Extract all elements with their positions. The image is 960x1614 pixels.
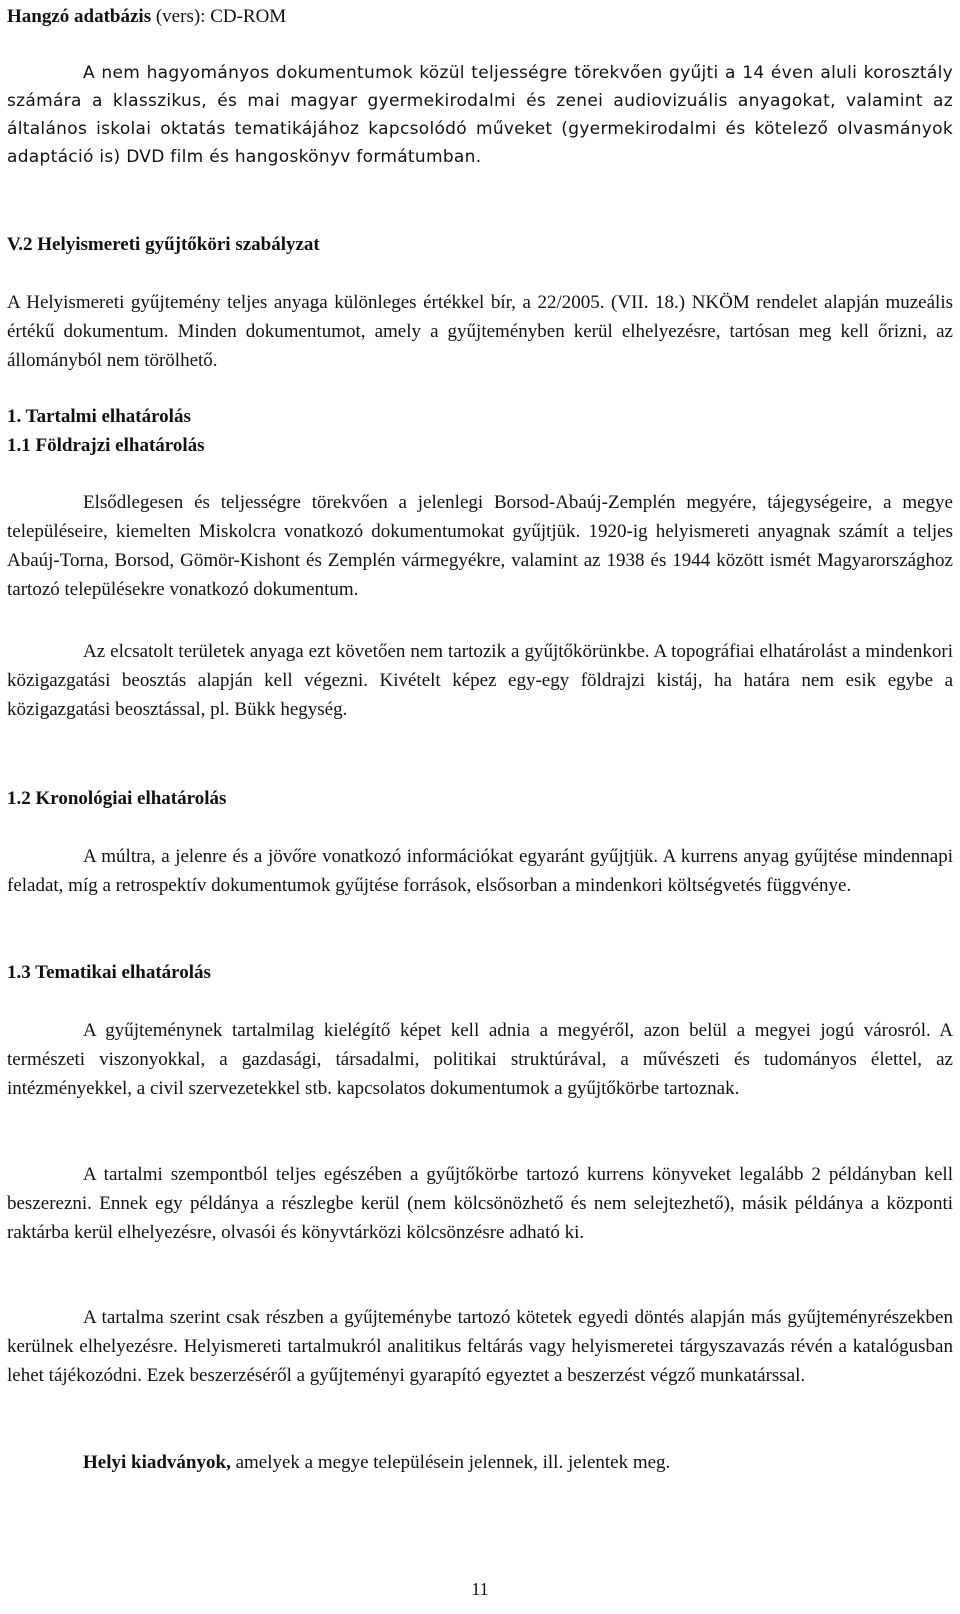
- paragraph-tartalmi-szempontbol: A tartalmi szempontból teljes egészében a gyűjtőkörbe tartozó kurrens könyveket legalább 2 példányban kell beszerezni. Ennek egy példánya a részlegbe kerül (nem kölcsönözhető és nem selejtezhető), másik példánya a központi raktárba kerül elhelyezésre, olvasói és könyvtárközi kölcsönzésre adható ki.: [7, 1164, 953, 1243]
- page-number: 11: [471, 1579, 489, 1599]
- paragraph-multra-jelenre: A múltra, a jelenre és a jövőre vonatkozó információkat egyaránt gyűjtjük. A kurrens anyag gyűjtése mindennapi feladat, míg a retrospektív dokumentumok gyűjtése források, elsősorban a mindenkori költségvetés függvénye.: [7, 846, 953, 896]
- paragraph-elsodlegesen: Elsődlegesen és teljességre törekvően a jelenlegi Borsod-Abaúj-Zemplén megyére, tájegységeire, a megye településeire, kiemelten Miskolcra vonatkozó dokumentumokat gyűjtjük. 1920-ig helyismereti anyagnak számít a teljes Abaúj-Torna, Borsod, Gömör-Kishont és Zemplén vármegyékre, valamint az 1938 és 1944 között ismét Magyarországhoz tartozó településekre vonatkozó dokumentum.: [7, 492, 953, 600]
- helyi-kiadvanyok-bold: Helyi kiadványok,: [83, 1452, 231, 1473]
- heading-kronologiai-elhatarolas: 1.2 Kronológiai elhatárolás: [7, 788, 227, 809]
- heading-hangzo: [7, 2, 953, 31]
- heading-foldrajzi-elhatarolas: 1.1 Földrajzi elhatárolás: [7, 435, 205, 456]
- paragraph-tartalma-szerint: A tartalma szerint csak részben a gyűjteménybe tartozó kötetek egyedi döntés alapján más gyűjteményrészekben kerülnek elhelyezésre. Helyismereti tartalmukról analitikus feltárás vagy helyismeretei tárgyszavazás révén a katalógusban lehet tájékozódni. Ezek beszerzéséről a gyűjteményi gyarapító egyeztet a beszerzést végző munkatárssal.: [7, 1307, 953, 1386]
- heading-hangzo-bold: Hangzó adatbázis: [7, 6, 152, 27]
- heading-tartalmi-elhatarolas: 1. Tartalmi elhatárolás: [7, 406, 191, 427]
- heading-hangzo-rest: (vers): CD-ROM: [151, 6, 287, 27]
- paragraph-helyi-kiadvanyok: [7, 1448, 953, 1477]
- paragraph-elcsatolt-teruletek: Az elcsatolt területek anyaga ezt követően nem tartozik a gyűjtőkörünkbe. A topográfiai elhatárolást a mindenkori közigazgatási beosztás alapján kell végezni. Kivételt képez egy-egy földrajzi kistáj, ha határa nem esik egybe a közigazgatási beosztással, pl. Bükk hegység.: [7, 641, 953, 720]
- helyi-kiadvanyok-rest: amelyek a megye településein jelennek, ill. jelentek meg.: [230, 1452, 671, 1473]
- heading-tematikai-elhatarolas: 1.3 Tematikai elhatárolás: [7, 962, 211, 983]
- heading-helyismereti-szabalyzat: V.2 Helyismereti gyűjtőköri szabályzat: [7, 234, 320, 255]
- paragraph-gyujtemenynek: A gyűjteménynek tartalmilag kielégítő képet kell adnia a megyéről, azon belül a megyei jogú városról. A természeti viszonyokkal, a gazdasági, társadalmi, politikai struktúrával, a művészeti és tudományos élettel, az intézményekkel, a civil szervezetekkel stb. kapcsolatos dokumentumok a gyűjtőkörbe tartoznak.: [7, 1020, 953, 1099]
- paragraph-nem-hagyomanyos: A nem hagyományos dokumentumok közül teljességre törekvően gyűjti a 14 éven aluli korosztály számára a klasszikus, és mai magyar gyermekirodalmi és zenei audiovizuális anyagokat, valamint az általános iskolai oktatás tematikájához kapcsolódó műveket (gyermekirodalmi és kötelező olvasmányok adaptáció is) DVD film és hangoskönyv formátumban.: [7, 63, 953, 167]
- paragraph-helyismereti-gyujtemeny: A Helyismereti gyűjtemény teljes anyaga különleges értékkel bír, a 22/2005. (VII. 18.) NKÖM rendelet alapján muzeális értékű dokumentum. Minden dokumentumot, amely a gyűjteményben kerül elhelyezésre, tartósan meg kell őrizni, az állományból nem törölhető.: [7, 292, 953, 371]
